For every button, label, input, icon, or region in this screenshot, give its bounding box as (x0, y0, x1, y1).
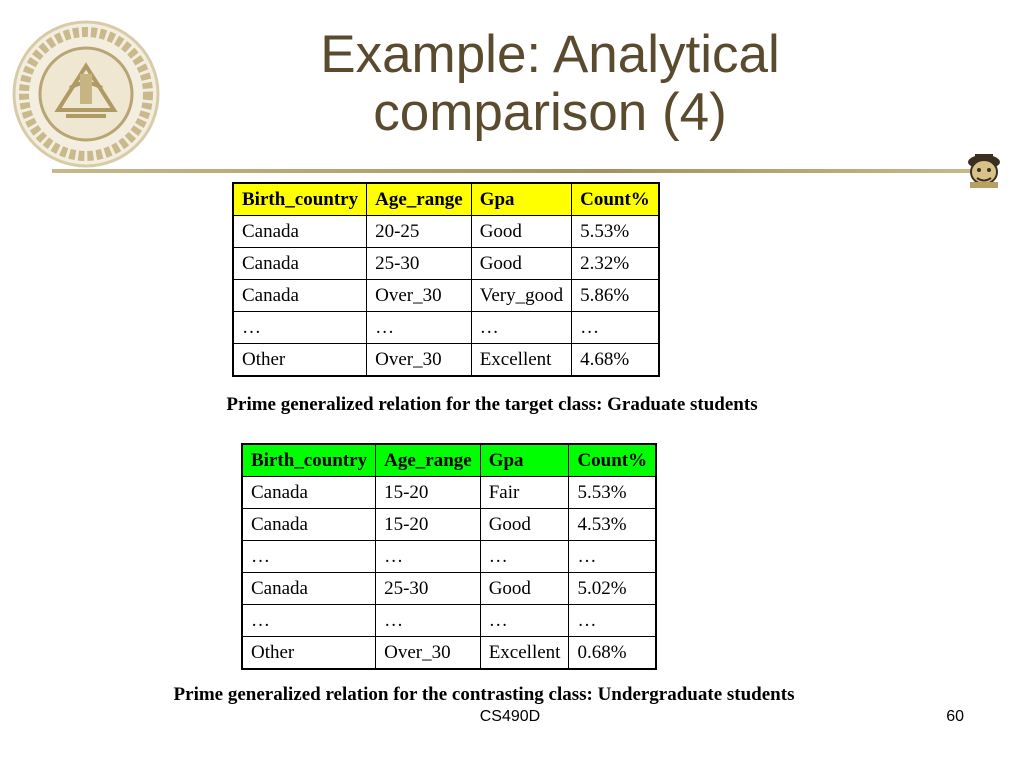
table-cell: 5.86% (572, 280, 659, 312)
table-cell: Over_30 (367, 280, 472, 312)
table-cell: 15-20 (376, 509, 481, 541)
table-cell: Other (242, 637, 376, 670)
slide-title-line-2: comparison (4) (373, 83, 727, 142)
table-cell: 25-30 (367, 248, 472, 280)
table-header-row (242, 444, 656, 477)
table-cell: … (569, 605, 656, 637)
table-row (233, 312, 659, 344)
table-cell: 5.53% (569, 477, 656, 509)
table-cell: Good (480, 573, 569, 605)
table-cell: Fair (480, 477, 569, 509)
table-row (233, 280, 659, 312)
table-cell: Good (471, 216, 571, 248)
table-cell: Canada (233, 280, 367, 312)
slide-title-line-1: Example: Analytical (320, 25, 780, 84)
table-cell: 0.68% (569, 637, 656, 670)
table-cell: Canada (233, 248, 367, 280)
table-cell: 5.02% (569, 573, 656, 605)
table-row (233, 344, 659, 377)
column-header: Count% (569, 444, 656, 477)
table-header-row (233, 183, 659, 216)
table-cell: … (471, 312, 571, 344)
table-cell: 15-20 (376, 477, 481, 509)
table-row (233, 216, 659, 248)
table-row (233, 248, 659, 280)
table-row (242, 637, 656, 670)
table-cell: Canada (242, 509, 376, 541)
table-cell: 25-30 (376, 573, 481, 605)
table-cell: Very_good (471, 280, 571, 312)
purdue-pete-logo-icon (962, 148, 1006, 190)
table-cell: 5.53% (572, 216, 659, 248)
table-cell: … (480, 541, 569, 573)
table-cell: Canada (233, 216, 367, 248)
table-cell: Canada (242, 477, 376, 509)
table-cell: … (367, 312, 472, 344)
table-cell: 2.32% (572, 248, 659, 280)
column-header: Birth_country (242, 444, 376, 477)
table-cell: … (480, 605, 569, 637)
table-cell: Over_30 (367, 344, 472, 377)
table-cell: Excellent (480, 637, 569, 670)
table-row (242, 605, 656, 637)
table-row (242, 477, 656, 509)
contrasting-table-caption: Prime generalized relation for the contrasting class: Undergraduate students (173, 684, 795, 705)
contrasting-class-table (241, 443, 657, 670)
table-cell: 20-25 (367, 216, 472, 248)
table-cell: Excellent (471, 344, 571, 377)
table-cell: … (233, 312, 367, 344)
column-header: Age_range (376, 444, 481, 477)
table-cell: Canada (242, 573, 376, 605)
table-cell: … (572, 312, 659, 344)
table-cell: Good (471, 248, 571, 280)
table-cell: … (376, 541, 481, 573)
footer-course-label: CS490D (479, 708, 541, 725)
title-divider (52, 169, 974, 173)
column-header: Birth_country (233, 183, 367, 216)
table-cell: 4.68% (572, 344, 659, 377)
table-row (242, 541, 656, 573)
target-table-caption: Prime generalized relation for the target class: Graduate students (226, 394, 758, 415)
column-header: Age_range (367, 183, 472, 216)
table-cell: … (376, 605, 481, 637)
slide-page-number: 60 (946, 708, 964, 725)
column-header: Count% (572, 183, 659, 216)
table-cell: … (242, 541, 376, 573)
table-cell: … (242, 605, 376, 637)
table-cell: … (569, 541, 656, 573)
table-cell: 4.53% (569, 509, 656, 541)
target-class-table (232, 182, 660, 377)
table-cell: Over_30 (376, 637, 481, 670)
column-header: Gpa (480, 444, 569, 477)
table-row (242, 509, 656, 541)
table-row (242, 573, 656, 605)
column-header: Gpa (471, 183, 571, 216)
slide-title (230, 26, 870, 142)
table-cell: Other (233, 344, 367, 377)
university-seal-icon (10, 18, 162, 170)
table-cell: Good (480, 509, 569, 541)
